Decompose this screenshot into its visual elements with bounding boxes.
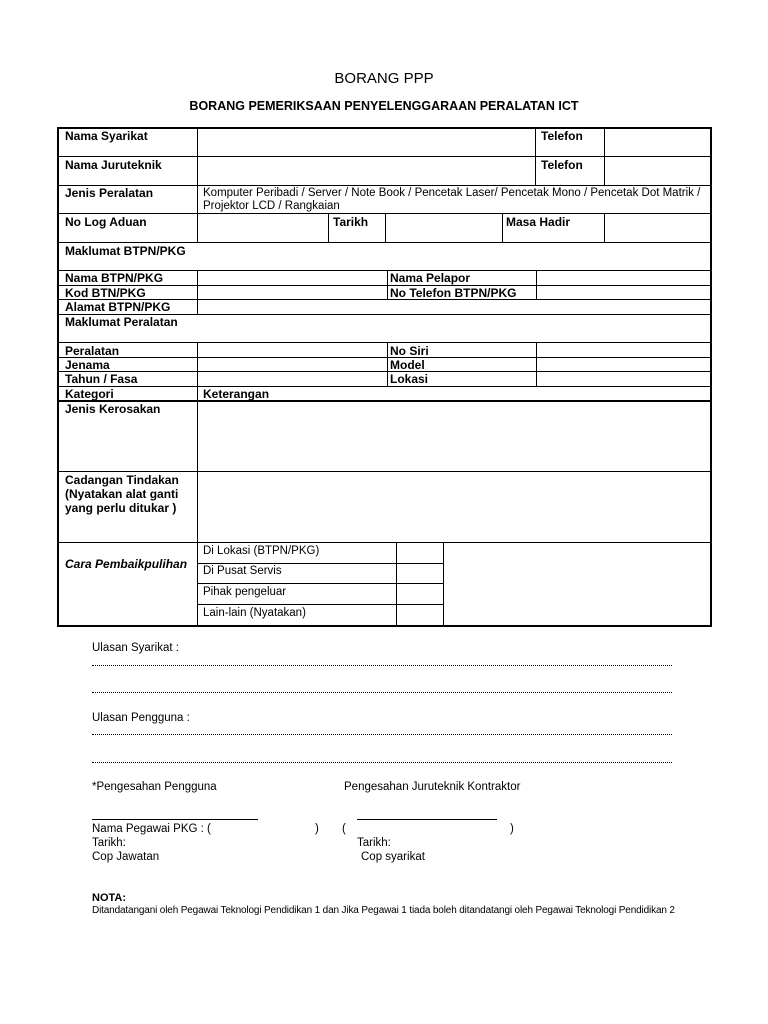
label-nama-juruteknik: Nama Juruteknik: [65, 158, 162, 172]
label-pengesahan-juruteknik: Pengesahan Juruteknik Kontraktor: [344, 781, 521, 793]
label-tarikh-juruteknik: Tarikh:: [357, 837, 391, 849]
nota-text: Ditandatangani oleh Pegawai Teknologi Pendidikan 1 dan Jika Pegawai 1 tiada boleh ditandatangi oleh Pegawai Teknologi Pendidikan 2: [92, 905, 675, 916]
label-cop-syarikat: Cop syarikat: [361, 851, 425, 863]
label-jenama: Jenama: [65, 358, 110, 372]
label-model: Model: [390, 358, 425, 372]
label-no-telefon-btpn: No Telefon BTPN/PKG: [390, 286, 517, 300]
signature-line-pengguna[interactable]: [92, 819, 258, 820]
option-pihak-pengeluar: Pihak pengeluar: [203, 586, 287, 598]
form-subtitle: BORANG PEMERIKSAAN PENYELENGGARAAN PERALATAN ICT: [189, 99, 579, 113]
label-jenis-peralatan: Jenis Peralatan: [65, 186, 154, 200]
paren-open-right: (: [342, 823, 346, 835]
input-jenis-kerosakan[interactable]: [199, 403, 708, 469]
label-kategori: Kategori: [65, 387, 114, 401]
form-title: BORANG PPP: [334, 70, 434, 87]
checkbox-di-pusat-servis[interactable]: [398, 565, 442, 582]
jenis-options-line1: Komputer Peribadi / Server / Note Book / Pencetak Laser/ Pencetak Mono / Pencetak Dot Matrik /: [203, 187, 701, 199]
label-telefon-1: Telefon: [541, 129, 583, 143]
label-kod-btn: Kod BTN/PKG: [65, 286, 146, 300]
label-tarikh-pengguna: Tarikh:: [92, 837, 126, 849]
label-nama-btpn: Nama BTPN/PKG: [65, 271, 164, 285]
input-nama-juruteknik[interactable]: [199, 158, 533, 184]
input-telefon-1[interactable]: [606, 129, 709, 155]
label-ulasan-syarikat: Ulasan Syarikat :: [92, 642, 179, 654]
label-alamat-btpn: Alamat BTPN/PKG: [65, 300, 171, 314]
option-lain-lain: Lain-lain (Nyatakan): [203, 607, 306, 619]
label-nama-pegawai: Nama Pegawai PKG : (: [92, 823, 211, 835]
ulasan-pengguna-line-2[interactable]: [92, 762, 672, 763]
label-pengesahan-pengguna: *Pengesahan Pengguna: [92, 781, 217, 793]
label-masa-hadir: Masa Hadir: [506, 215, 571, 229]
label-keterangan: Keterangan: [203, 387, 270, 401]
option-di-lokasi: Di Lokasi (BTPN/PKG): [203, 545, 320, 557]
ulasan-syarikat-line-1[interactable]: [92, 665, 672, 666]
label-jenis-kerosakan: Jenis Kerosakan: [65, 402, 161, 416]
label-no-siri: No Siri: [390, 344, 429, 358]
paren-close-right: ): [510, 823, 514, 835]
label-cadangan-line1: Cadangan Tindakan: [65, 473, 179, 487]
label-telefon-2: Telefon: [541, 158, 583, 172]
label-nama-pelapor: Nama Pelapor: [390, 271, 471, 285]
label-no-log-aduan: No Log Aduan: [65, 215, 147, 229]
nota-heading: NOTA:: [92, 892, 127, 904]
input-telefon-2[interactable]: [606, 158, 709, 184]
checkbox-di-lokasi[interactable]: [398, 544, 442, 562]
input-nama-syarikat[interactable]: [199, 129, 533, 155]
input-cadangan-tindakan[interactable]: [199, 473, 708, 540]
paren-close-left: ): [315, 823, 319, 835]
checkbox-pihak-pengeluar[interactable]: [398, 585, 442, 603]
checkbox-lain-lain[interactable]: [398, 606, 442, 624]
label-tahun-fasa: Tahun / Fasa: [65, 372, 138, 386]
option-di-pusat-servis: Di Pusat Servis: [203, 565, 282, 577]
label-lokasi: Lokasi: [390, 372, 429, 386]
ulasan-pengguna-line-1[interactable]: [92, 734, 672, 735]
ulasan-syarikat-line-2[interactable]: [92, 692, 672, 693]
label-peralatan: Peralatan: [65, 344, 120, 358]
signature-line-juruteknik[interactable]: [357, 819, 497, 820]
label-cop-jawatan: Cop Jawatan: [92, 851, 160, 863]
section-maklumat-btpn: Maklumat BTPN/PKG: [65, 244, 186, 258]
label-cadangan-line3: yang perlu ditukar ): [65, 501, 177, 515]
jenis-options-line2: Projektor LCD / Rangkaian: [203, 200, 340, 212]
section-maklumat-peralatan: Maklumat Peralatan: [65, 315, 178, 329]
label-cara-pembaikpulihan: Cara Pembaikpulihan: [65, 557, 188, 571]
label-ulasan-pengguna: Ulasan Pengguna :: [92, 712, 190, 724]
label-cadangan-line2: (Nyatakan alat ganti: [65, 487, 179, 501]
label-nama-syarikat: Nama Syarikat: [65, 129, 148, 143]
label-tarikh: Tarikh: [333, 215, 369, 229]
